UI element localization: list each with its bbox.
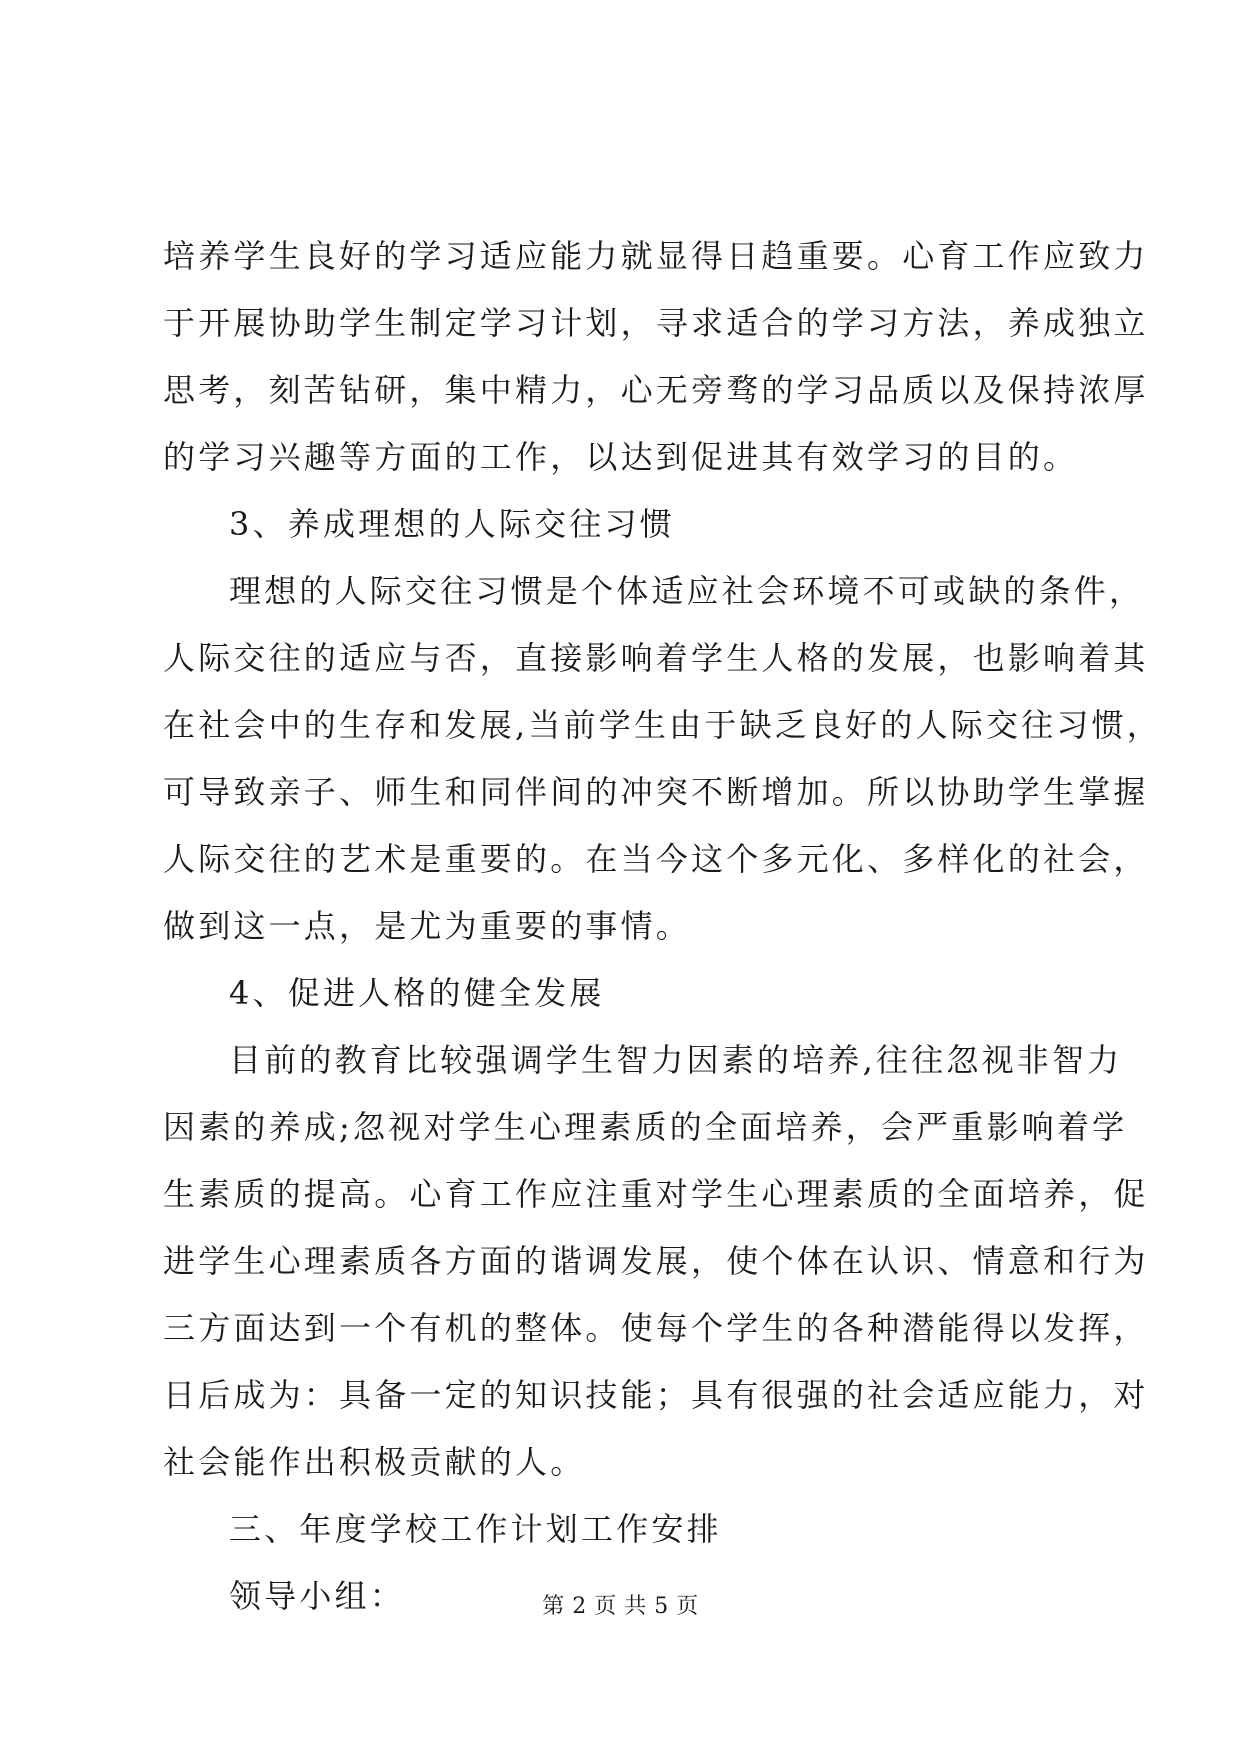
paragraph-line: 人际交往的艺术是重要的。在当今这个多元化、多样化的社会，: [163, 840, 1149, 878]
paragraph-line: 理想的人际交往习惯是个体适应社会环境不可或缺的条件，: [229, 572, 1145, 610]
paragraph-line: 因素的养成;忽视对学生心理素质的全面培养，会严重影响着学: [163, 1108, 1128, 1146]
paragraph-line: 培养学生良好的学习适应能力就显得日趋重要。心育工作应致力: [163, 237, 1149, 275]
page-number-footer: 第 2 页 共 5 页: [542, 1594, 699, 1619]
paragraph-line: 三方面达到一个有机的整体。使每个学生的各种潜能得以发挥，: [163, 1309, 1149, 1347]
paragraph-line: 人际交往的适应与否，直接影响着学生人格的发展，也影响着其: [163, 639, 1149, 677]
paragraph-line: 的学习兴趣等方面的工作，以达到促进其有效学习的目的。: [163, 438, 1079, 476]
paragraph-line: 社会能作出积极贡献的人。: [163, 1443, 586, 1481]
paragraph-line: 可导致亲子、师生和同伴间的冲突不断增加。所以协助学生掌握: [163, 773, 1149, 811]
section-heading: 三、年度学校工作计划工作安排: [229, 1510, 722, 1548]
paragraph-line: 于开展协助学生制定学习计划，寻求适合的学习方法，养成独立: [163, 304, 1149, 342]
paragraph-line: 进学生心理素质各方面的谐调发展，使个体在认识、情意和行为: [163, 1242, 1149, 1280]
paragraph-line: 生素质的提高。心育工作应注重对学生心理素质的全面培养，促: [163, 1175, 1149, 1213]
paragraph-line: 日后成为：具备一定的知识技能；具有很强的社会适应能力，对: [163, 1376, 1149, 1414]
paragraph-line: 目前的教育比较强调学生智力因素的培养,往往忽视非智力: [229, 1041, 1123, 1079]
body-text: [163, 223, 1162, 1630]
paragraph-line: 领导小组：: [229, 1577, 406, 1615]
paragraph-line: 思考，刻苦钻研，集中精力，心无旁骛的学习品质以及保持浓厚: [163, 371, 1149, 409]
paragraph-line: 做到这一点，是尤为重要的事情。: [163, 907, 692, 945]
section-heading: 4、促进人格的健全发展: [229, 974, 605, 1012]
paragraph-line: 在社会中的生存和发展,当前学生由于缺乏良好的人际交往习惯，: [163, 706, 1162, 744]
section-heading: 3、养成理想的人际交往习惯: [229, 505, 675, 543]
